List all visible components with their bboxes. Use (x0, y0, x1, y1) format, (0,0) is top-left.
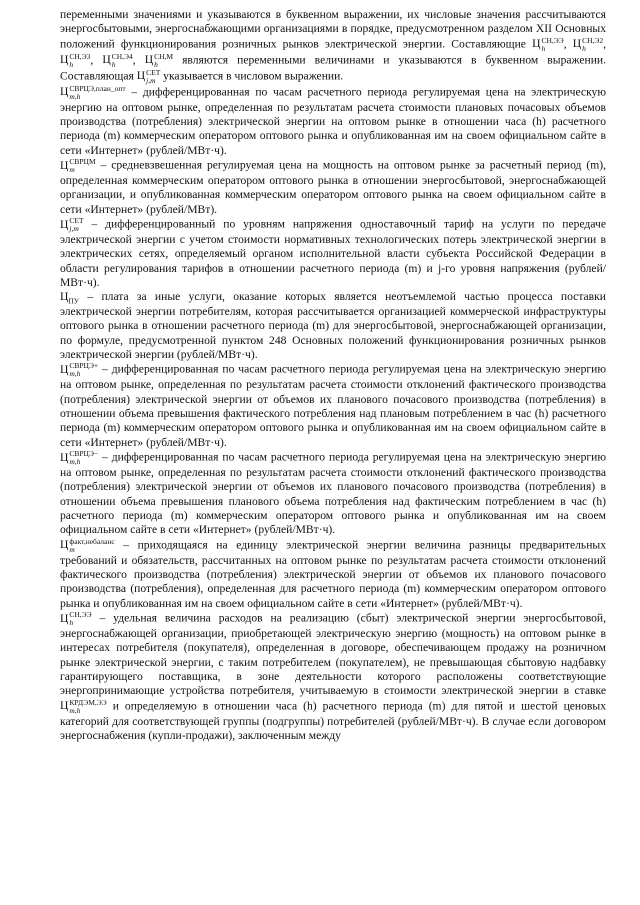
formula-symbol (60, 51, 91, 69)
paragraph (60, 362, 606, 450)
paragraph (60, 158, 606, 217)
paragraph (60, 611, 606, 743)
symbol-superscript: СЕТ (69, 216, 84, 226)
paragraph (60, 8, 606, 85)
formula-symbol (532, 35, 564, 53)
paragraph (60, 217, 606, 290)
paragraph-text: , (563, 37, 573, 51)
symbol-base: Ц (136, 69, 146, 83)
symbol-base: Ц (60, 85, 69, 99)
symbol-superscript: СН,ЭЭ (69, 610, 92, 619)
symbol-superscript: СВРЦЭ− (69, 448, 99, 458)
symbol-superscript: СВРЦЭ,план_опт (69, 83, 126, 93)
symbol-base: Ц (60, 450, 69, 464)
paragraph-text: являются переменными величинами и указываются в буквенном выражении. Составляющая (60, 53, 607, 83)
symbol-superscript: СН,Э4 (111, 51, 133, 61)
symbol-subscript: m (69, 165, 75, 175)
paragraph-text: , (603, 37, 607, 51)
symbol-subscript: h (69, 618, 74, 627)
symbol-subscript: m,h (69, 91, 81, 101)
formula-symbol (102, 51, 133, 69)
symbol-base: Ц (60, 158, 69, 172)
symbol-subscript: h (154, 59, 158, 69)
symbol-subscript: ПУ (68, 296, 80, 306)
paragraph-text: , (90, 53, 103, 67)
symbol-superscript: СВРЦМ (69, 157, 96, 167)
symbol-superscript: КРДЭМ,ЭЭ (69, 697, 107, 707)
formula-symbol (60, 536, 115, 554)
symbol-superscript: СВРЦЭ+ (69, 361, 99, 371)
symbol-superscript: факт,небаланс (69, 536, 115, 546)
symbol-base: Ц (60, 611, 69, 625)
formula-symbol (572, 35, 604, 53)
formula-symbol (60, 361, 99, 379)
symbol-superscript: СЕТ (146, 67, 161, 77)
symbol-subscript: h (541, 43, 546, 53)
paragraph-text: – дифференцированная по часам расчетного периода регулируемая цена на электрическую энергию на оптовом рынке, определенная по результатам расчета стоимости отклонений фактического производства (потребления) электрической энергии от объемов их планового почасового производства (потребления) в отношении объема превышения планового объема потребления над фактическим потреблением в час (h) расчетного периода (m) коммерческим оператором оптового рынка и опубликованная им на своем официальном сайте в сети «Интернет» (рублей/МВт·ч). (60, 450, 606, 537)
symbol-superscript: СН,ЭЭ (541, 35, 564, 45)
symbol-base: Ц (532, 37, 541, 51)
symbol-base: Ц (60, 362, 69, 376)
paragraph-text: , (132, 53, 145, 67)
symbol-subscript: m (69, 544, 75, 554)
symbol-base: Ц (60, 217, 69, 231)
paragraph-text: и определяемую в отношении часа (h) расчетного периода (m) для пятой и шестой ценовых категорий для соответствующей группы (подгруппы) потребителей (рублей/МВт·ч). В случае если договором энергоснабжения (купли-продажи), заключенным между (60, 699, 606, 743)
formula-symbol (60, 290, 80, 306)
symbol-base: Ц (60, 290, 69, 304)
paragraph-text: – дифференцированный по уровням напряжения одноставочный тариф на услуги по передаче электрической энергии с учетом стоимости нормативных технологических потерь электрической энергии в электрических сетях, определяемый органом исполнительной власти субъекта Российской Федерации в области регулирования тарифов в отношении расчетного периода (m) и j-го уровня напряжения (рублей/МВт·ч). (60, 217, 606, 290)
symbol-superscript: СН,Э3 (69, 51, 91, 61)
paragraph-text: – приходящаяся на единицу электрической энергии величина разницы предварительных требований и обязательств, рассчитанных на оптовом рынке по результатам расчета стоимости отклонений фактического производства (потребления) электрической энергии от объемов их планового почасового производства (потребления), определенная для расчетного периода (m) коммерческим оператором оптового рынка и опубликованная им на своем официальном сайте в сети «Интернет» (рублей/МВт·ч). (60, 538, 606, 610)
paragraph-text: переменными значениями и указываются в буквенном выражении, их числовые значения рассчитываются энергосбытовыми, энергоснабжающими организациями в порядке, предусмотренном разделом XII Основных положений функционирования розничных рынков электрической энергии. Составляющие (60, 8, 606, 51)
symbol-base: Ц (60, 699, 69, 713)
formula-symbol (60, 83, 126, 101)
symbol-base: Ц (572, 37, 582, 51)
symbol-subscript: h (111, 59, 116, 69)
symbol-base: Ц (60, 53, 69, 67)
symbol-subscript: j,m (146, 75, 156, 85)
formula-symbol (60, 612, 92, 625)
symbol-subscript: h (69, 59, 74, 69)
symbol-subscript: m,h (69, 369, 81, 379)
paragraph (60, 290, 606, 362)
symbol-subscript: j,m (69, 224, 79, 234)
formula-symbol (60, 216, 84, 234)
paragraph (60, 538, 606, 611)
symbol-base: Ц (102, 53, 111, 67)
paragraph-text: – дифференцированная по часам расчетного периода регулируемая цена на электрическую энергию на оптовом рынке, определенная по результатам расчета стоимости отклонений фактического производства (потребления) электрической энергии от объемов их планового почасового производства (потребления) в отношении объема превышения фактического потребления над плановым потреблением в час (h) расчетного периода (m) коммерческим оператором оптового рынка и опубликованная им на своем официальном сайте в сети «Интернет» (рублей/МВт·ч). (60, 362, 606, 449)
paragraph-text: – удельная величина расходов на реализацию (сбыт) электрической энергии энергосбытовой, энергоснабжающей организации, приобретающей электрическую энергию (мощность) на оптовом рынке в интересах потребителя (покупателя), определенная в договоре, обеспечивающем продажу на розничном рынке электрической энергии, с таким потребителем (покупателем), не превышающая сбытовую надбавку гарантирующего поставщика, в зоне деятельности которого расположены соответствующие энергопринимающие устройства потребителя, учитываемую в стоимости электрической энергии в ставке (60, 611, 606, 698)
formula-symbol (60, 157, 96, 175)
paragraph-text: – плата за иные услуги, оказание которых является неотъемлемой частью процесса поставки электрической энергии потребителям, которая рассчитывается организацией коммерческой инфраструктуры оптового рынка в отношении расчетного периода (m) для энергосбытовой, энергоснабжающей организации, по формуле, предусмотренной пунктом 248 Основных положений функционирования розничных рынков электрической энергии (рублей/МВт·ч). (60, 290, 606, 361)
symbol-superscript: СН,Э2 (582, 35, 604, 45)
paragraph (60, 85, 606, 158)
formula-symbol (144, 51, 174, 69)
paragraph-text: указывается в числовом выражении. (160, 69, 344, 83)
symbol-subscript: h (582, 43, 586, 53)
symbol-superscript: СН,М (154, 51, 174, 61)
formula-symbol (60, 697, 107, 715)
formula-symbol (60, 448, 99, 466)
symbol-base: Ц (144, 53, 154, 67)
paragraph-text: – дифференцированная по часам расчетного периода регулируемая цена на электрическую энергию на оптовом рынке, определенная по результатам расчета стоимости плановых почасовых объемов производства (потребления) электрической энергии на оптовом рынке в отношении часа (h) расчетного периода (m) коммерческим оператором оптового рынка и опубликованная им на своем официальном сайте в сети «Интернет» (рублей/МВт·ч). (60, 85, 606, 157)
formula-symbol (136, 67, 161, 85)
paragraph (60, 450, 606, 538)
paragraph-text: – средневзвешенная регулируемая цена на мощность на оптовом рынке за расчетный период (m), определенная коммерческим оператором оптового рынка в отношении энергосбытовой, энергоснабжающей организации, и опубликованная коммерческим оператором оптового рынка на своем официальном сайте в сети «Интернет» (рублей/МВт). (60, 158, 606, 216)
symbol-subscript: m,h (69, 456, 81, 466)
symbol-subscript: m,h (69, 705, 81, 715)
symbol-base: Ц (60, 538, 69, 552)
